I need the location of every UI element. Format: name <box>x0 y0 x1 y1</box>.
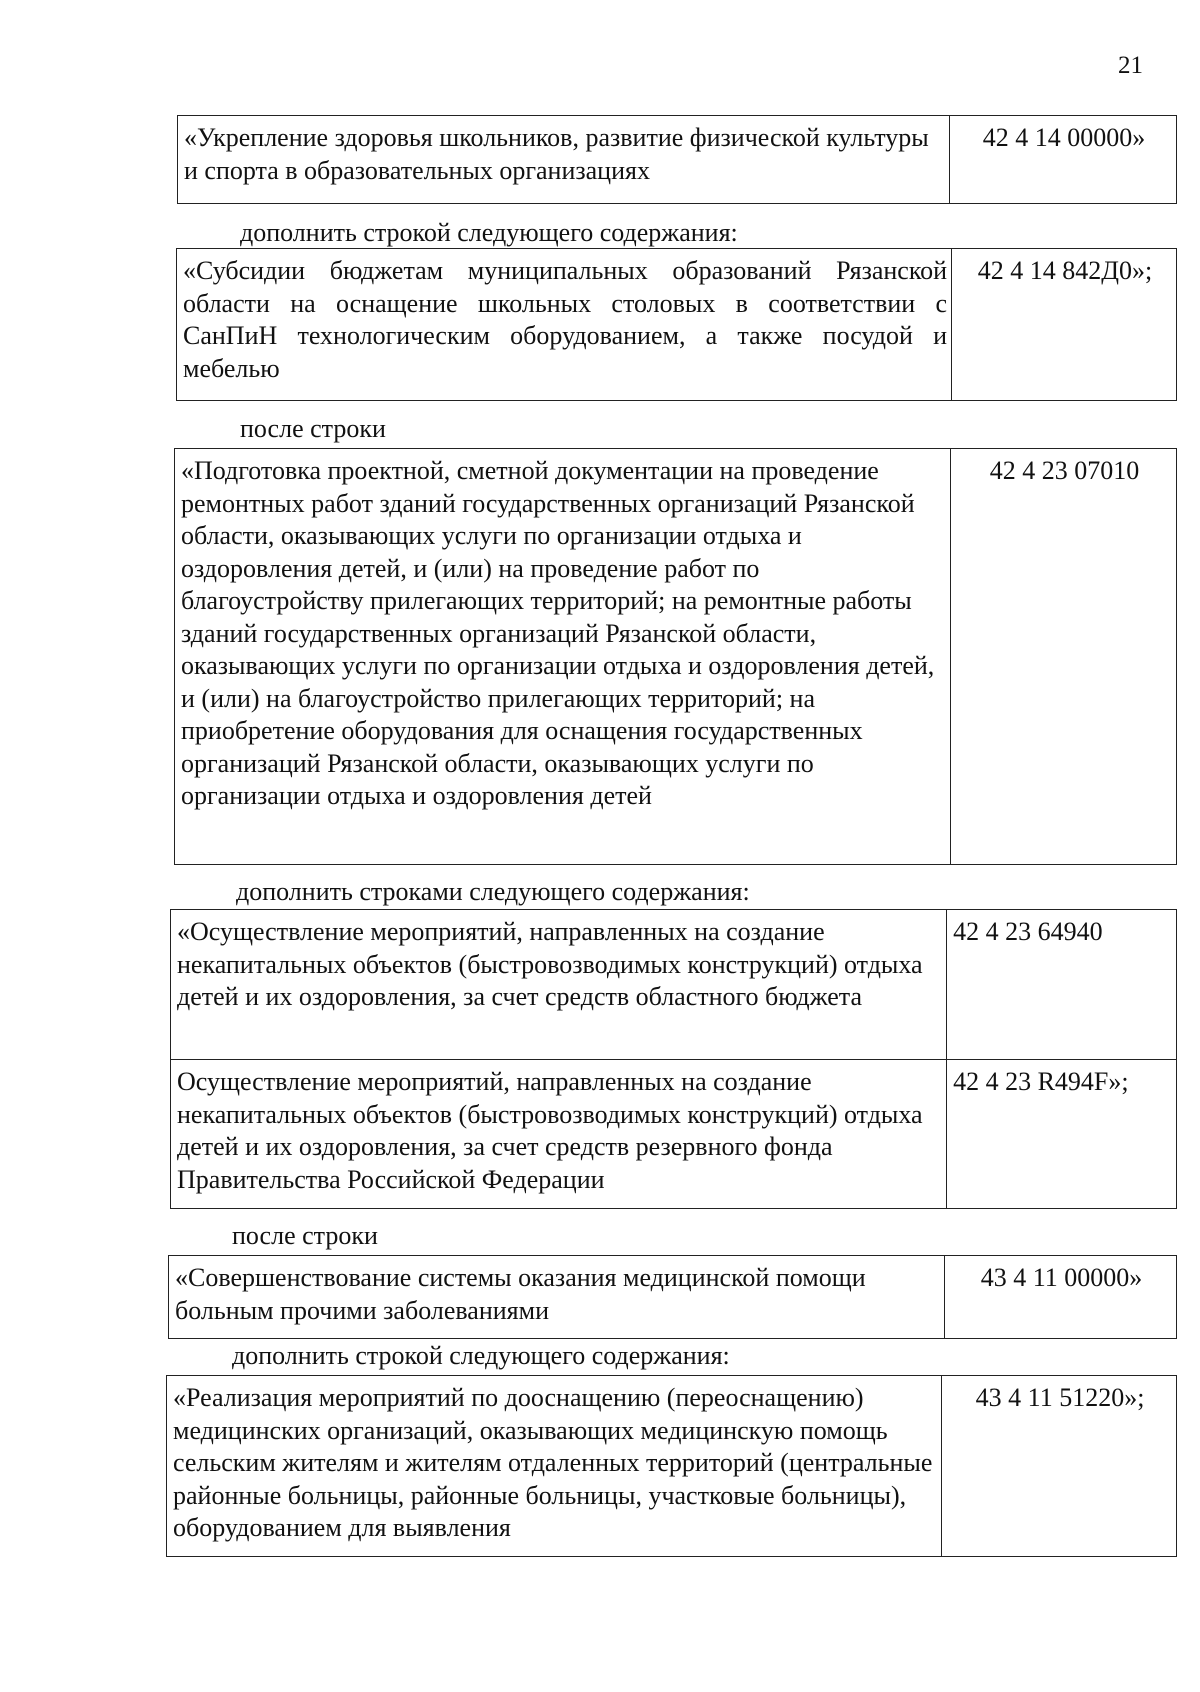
table-row <box>178 116 1177 204</box>
instruction-line: дополнить строками следующего содержания: <box>236 877 750 906</box>
row-name: «Субсидии бюджетам муниципальных образований Рязанской области на оснащение школьных столовых в соответствии с СанПиН технологическим оборудованием, а также посудой и мебелью <box>177 249 952 401</box>
row-code: 42 4 23 64940 <box>947 910 1177 1060</box>
row-name: «Реализация мероприятий по дооснащению (переоснащению) медицинских организаций, оказывающих медицинскую помощь сельским жителям и жителям отдаленных территорий (центральные районные больницы, районные больницы, участковые больницы), оборудованием для выявления <box>167 1376 942 1557</box>
table-row <box>171 910 1177 1060</box>
table-row <box>171 1060 1177 1209</box>
row-table-sovershenstvovanie <box>168 1255 1177 1339</box>
row-name: «Подготовка проектной, сметной документации на проведение ремонтных работ зданий государственных организаций Рязанской области, оказывающих услуги по организации отдыха и оздоровления детей, и (или) на проведение работ по благоустройству прилегающих территорий; на ремонтные работы зданий государственных организаций Рязанской области, оказывающих услуги по организации отдыха и оздоровления детей, и (или) на благоустройство прилегающих территорий; на приобретение оборудования для оснащения государственных организаций Рязанской области, оказывающих услуги по организации отдыха и оздоровления детей <box>175 449 951 865</box>
instruction-line: дополнить строкой следующего содержания: <box>240 218 738 247</box>
page-number: 21 <box>1118 52 1143 79</box>
instruction-line: дополнить строкой следующего содержания: <box>232 1341 730 1370</box>
row-table-osushchestvlenie <box>170 909 1177 1209</box>
row-name: Осуществление мероприятий, направленных на создание некапитальных объектов (быстровозводимых конструкций) отдыха детей и их оздоровления, за счет средств резервного фонда Правительства Российской Федерации <box>171 1060 947 1209</box>
row-code: 42 4 23 R494F»; <box>947 1060 1177 1209</box>
row-table-podgotovka <box>174 448 1177 865</box>
row-code: 43 4 11 51220»; <box>942 1376 1177 1557</box>
table-row <box>177 249 1177 401</box>
row-code: 43 4 11 00000» <box>945 1256 1177 1339</box>
row-code: 42 4 14 00000» <box>950 116 1177 204</box>
row-code: 42 4 14 842Д0»; <box>952 249 1177 401</box>
instruction-line: после строки <box>232 1221 378 1250</box>
row-name: «Совершенствование системы оказания медицинской помощи больным прочими заболеваниями <box>169 1256 945 1339</box>
table-row <box>169 1256 1177 1339</box>
table-row <box>175 449 1177 865</box>
row-code: 42 4 23 07010 <box>951 449 1177 865</box>
row-table-realizatsiya <box>166 1375 1177 1557</box>
row-table-subsidii <box>176 248 1177 401</box>
table-row <box>167 1376 1177 1557</box>
row-table-ukreplenie <box>177 115 1177 204</box>
row-name: «Осуществление мероприятий, направленных на создание некапитальных объектов (быстровозводимых конструкций) отдыха детей и их оздоровления, за счет средств областного бюджета <box>171 910 947 1060</box>
instruction-line: после строки <box>240 414 386 443</box>
row-name: «Укрепление здоровья школьников, развитие физической культуры и спорта в образовательных организациях <box>178 116 950 204</box>
